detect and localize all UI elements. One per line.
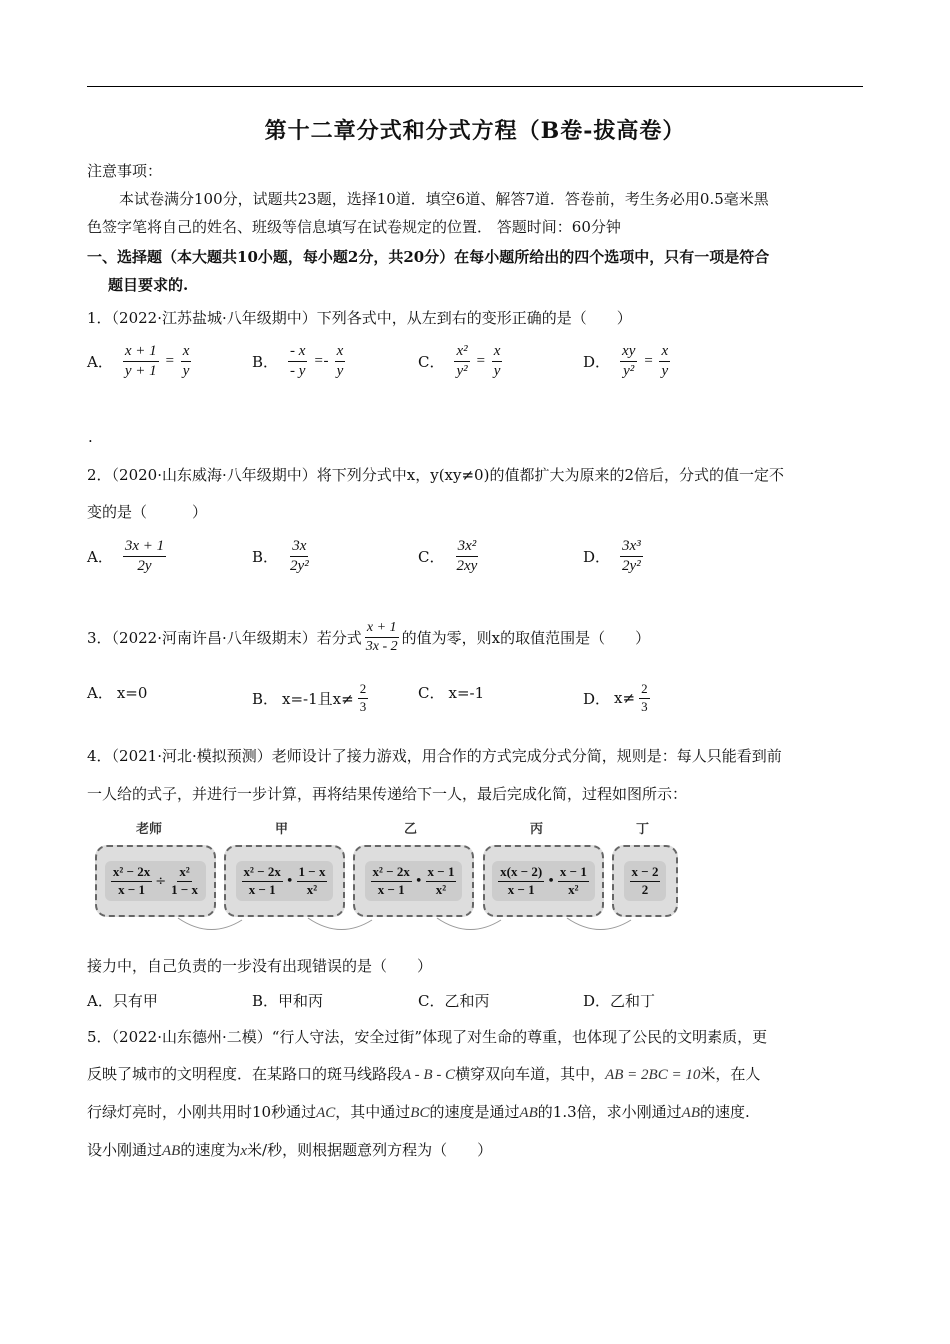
notice-line-2: 色签字笔将自己的姓名、班级等信息填写在试卷规定的位置． 答题时间：60分钟: [87, 218, 621, 236]
fraction: $\frac{x - 1}{\text{x²}}$: [559, 863, 587, 897]
divide-sign: ÷: [155, 873, 167, 889]
equals-sign: =: [475, 353, 486, 370]
relay-box-ding: [612, 845, 678, 917]
q1-option-d: [583, 343, 670, 381]
q5-line-2: 反映了城市的文明程度．在某路口的斑马线路段A - B - C横穿双向车道，其中，AB = 2BC = 10米，在人: [87, 1065, 761, 1083]
equals-sign: =: [643, 353, 654, 370]
option-label: C．: [418, 353, 445, 372]
fraction-left: $\frac{- x}{- y}$: [290, 343, 306, 380]
fraction: $\frac{\text{x²}}{1 - x}$: [171, 863, 199, 897]
q2-option-d: [583, 538, 643, 576]
option-label: B．: [252, 689, 279, 708]
fraction: $\frac{x(x - 2)}{x - 1}$: [500, 863, 543, 897]
fraction: $\frac{2}{3}$: [359, 681, 367, 714]
notice-line-1: 本试卷满分100分，试题共23题，选择10道．填空6道、解答7道．答卷前，考生务必用0.5毫米黑: [119, 190, 769, 208]
option-label: A．: [87, 684, 113, 702]
fraction: $\frac{x - 2}{2}$: [631, 863, 659, 897]
fraction: $\frac{x + 1}{3x - 2}$: [365, 620, 398, 655]
q2-line-2: 变的是（ ）: [87, 503, 208, 521]
fraction: $\frac{\text{3x²}}{2xy}$: [456, 538, 478, 575]
section-heading-line-1: 一、选择题（本大题共10小题，每小题2分，共20分）在每小题所给出的四个选项中，只有一项是符合: [87, 248, 770, 266]
relay-arrows: [150, 912, 690, 938]
q4-option-a: A．只有甲: [87, 992, 158, 1010]
relay-box-teacher: [95, 845, 216, 917]
fraction: $\frac{3x + 1}{2y}$: [124, 538, 165, 575]
multiply-dot: •: [414, 873, 423, 889]
q1-option-a: [87, 343, 191, 381]
option-label: A．: [87, 353, 113, 372]
notice-heading: 注意事项：: [87, 162, 163, 180]
q4-line-1: 4．（2021·河北·模拟预测）老师设计了接力游戏，用合作的方式完成分式分简，规则是：每人只能看到前: [87, 747, 782, 765]
q2-line-1: 2．（2020·山东威海·八年级期中）将下列分式中x，y(xy≠0)的值都扩大为原来的2倍后，分式的值一定不: [87, 466, 784, 484]
option-label: B．: [252, 353, 279, 372]
option-label: C．: [418, 684, 445, 702]
q5-line-1: 5．（2022·山东德州·二模）“行人守法，安全过街”体现了对生命的尊重，也体现了公民的文明素质，更: [87, 1028, 768, 1046]
q1-stem: 1．（2022·江苏盐城·八年级期中）下列各式中，从左到右的变形正确的是（ ）: [87, 309, 632, 327]
q3-option-c: [418, 682, 484, 703]
curved-arrow-icon: [308, 918, 372, 930]
option-label: D．: [583, 689, 611, 708]
header-rule: [87, 86, 863, 87]
fraction: $\frac{x - 1}{\text{x²}}$: [427, 863, 455, 897]
curved-arrow-icon: [567, 918, 631, 930]
fraction: $\frac{\text{x² − 2x}}{x - 1}$: [112, 863, 151, 897]
q4-question: 接力中，自己负责的一步没有出现错误的是（ ）: [87, 957, 433, 975]
fraction: $\frac{2}{3}$: [641, 681, 648, 714]
curved-arrow-icon: [178, 918, 242, 930]
relay-name-jia: 甲: [275, 822, 289, 837]
q1-option-b: [252, 343, 345, 381]
option-label: A．: [87, 548, 113, 567]
multiply-dot: •: [285, 873, 294, 889]
relay-name-ding: 丁: [636, 822, 650, 837]
section-heading-line-2: 题目要求的.: [108, 276, 189, 294]
option-text: x=-1且x≠: [282, 689, 354, 708]
fraction-right: $\frac{x}{y}$: [182, 343, 190, 380]
page-title: 第十二章分式和分式方程（B卷-拔高卷）: [264, 118, 686, 144]
fraction: $\frac{\text{x² − 2x}}{x - 1}$: [372, 863, 410, 897]
q3-option-d: [583, 682, 650, 715]
relay-name-yi: 乙: [404, 822, 418, 837]
q3-stem-prefix: 3．（2022·河南许昌·八年级期末）若分式: [87, 629, 362, 648]
q5-line-3: 行绿灯亮时，小刚共用时10秒通过AC，其中通过BC的速度是通过AB的1.3倍，求小刚通过AB的速度.: [87, 1103, 750, 1121]
q2-option-b: [252, 538, 311, 576]
fraction: $\frac{3x}{\text{2y²}}$: [290, 538, 309, 575]
option-label: D．: [583, 548, 611, 567]
q5-line-4: 设小刚通过AB的速度为x米/秒，则根据题意列方程为（ ）: [87, 1141, 493, 1159]
q4-line-2: 一人给的式子，并进行一步计算，再将结果传递给下一人，最后完成化简，过程如图所示：: [87, 785, 688, 803]
option-label: D．: [583, 353, 611, 372]
multiply-dot: •: [547, 873, 555, 889]
q1-trailing-dot: .: [88, 428, 93, 446]
option-label: C．: [418, 548, 445, 567]
equals-sign: =: [164, 353, 175, 370]
relay-name-teacher: 老师: [136, 822, 163, 837]
relay-box-bing: [483, 845, 604, 917]
fraction-left: $\frac{xy}{\text{y²}}$: [622, 343, 636, 380]
fraction-left: $\frac{x + 1}{y + 1}$: [124, 343, 157, 380]
option-text: x≠: [614, 689, 636, 708]
equals-sign: =-: [313, 353, 329, 370]
fraction-left: $\frac{\text{x²}}{\text{y²}}$: [456, 343, 468, 380]
q2-option-c: [418, 538, 479, 576]
q1-option-c: [418, 343, 502, 381]
curved-arrow-icon: [437, 918, 501, 930]
fraction: $\frac{\text{3x³}}{\text{2y²}}$: [622, 538, 641, 575]
fraction-right: $\frac{x}{y}$: [336, 343, 344, 380]
q3-stem-suffix: 的值为零，则x的取值范围是（ ）: [401, 629, 651, 648]
relay-name-bing: 丙: [530, 822, 544, 837]
option-label: B．: [252, 548, 279, 567]
fraction-right: $\frac{x}{y}$: [493, 343, 501, 380]
relay-box-yi: [353, 845, 474, 917]
option-text: x=-1: [448, 683, 485, 702]
q4-option-d: D．乙和丁: [583, 992, 656, 1010]
q3-option-a: [87, 682, 147, 703]
fraction: $\frac{\text{x² − 2x}}{x - 1}$: [243, 863, 281, 897]
q3-option-b: [252, 682, 368, 715]
relay-box-jia: [224, 845, 345, 917]
q3-stem: [87, 620, 650, 655]
fraction: $\frac{1 - x}{\text{x²}}$: [298, 863, 326, 897]
q4-option-c: C．乙和丙: [418, 992, 490, 1010]
q2-option-a: [87, 538, 166, 576]
option-text: x=0: [116, 683, 148, 702]
fraction-right: $\frac{x}{y}$: [661, 343, 669, 380]
q4-option-b: B．甲和丙: [252, 992, 324, 1010]
